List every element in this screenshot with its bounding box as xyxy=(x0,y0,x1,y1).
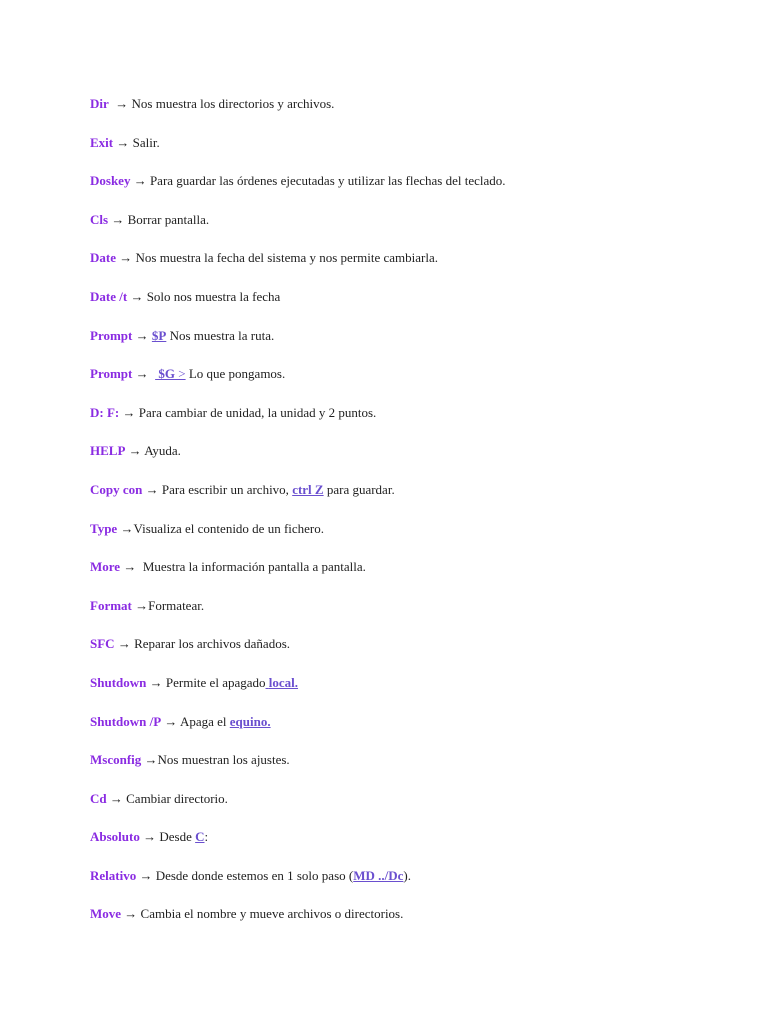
command-line xyxy=(90,210,710,229)
command-description: Lo que pongamos. xyxy=(188,366,286,382)
command-name: Dir xyxy=(90,96,109,111)
arrow-icon: → xyxy=(144,752,158,768)
command-description: Ayuda. xyxy=(144,443,181,459)
command-line xyxy=(90,673,710,692)
command-description: Para guardar las órdenes ejecutadas y utilizar las flechas del teclado. xyxy=(149,173,506,189)
command-name: Exit xyxy=(90,134,114,150)
arrow-icon: → xyxy=(135,366,149,382)
command-name: Shutdown xyxy=(90,674,147,690)
arrow-icon: → xyxy=(135,327,149,343)
command-name: Type xyxy=(90,520,118,536)
command-description: Nos muestran los ajustes. xyxy=(157,752,290,768)
command-name: HELP xyxy=(90,443,126,459)
document-body xyxy=(90,94,710,943)
command-keyword-link[interactable]: ctrl Z xyxy=(292,481,324,497)
command-line xyxy=(90,557,710,576)
command-description: Apaga el xyxy=(179,713,227,729)
command-description: Borrar pantalla. xyxy=(127,211,210,227)
command-line xyxy=(90,712,710,731)
command-line xyxy=(90,287,710,306)
arrow-icon: → xyxy=(111,211,125,227)
command-description: Salir. xyxy=(132,134,160,150)
command-description: Permite el apagado xyxy=(165,674,266,690)
arrow-icon: → xyxy=(116,134,130,150)
command-name: Shutdown /P xyxy=(90,713,162,729)
arrow-icon: → xyxy=(139,867,153,883)
command-description: Nos muestra la fecha del sistema y nos permite cambiarla. xyxy=(135,250,439,266)
command-keyword-link[interactable]: C xyxy=(195,829,205,845)
command-name: SFC xyxy=(90,636,115,652)
command-name: Date /t xyxy=(90,288,128,304)
command-description: Cambia el nombre y mueve archivos o directorios. xyxy=(140,906,404,922)
command-line xyxy=(90,248,710,267)
arrow-icon: → xyxy=(133,173,147,189)
command-line xyxy=(90,519,710,538)
command-description: Nos muestra los directorios y archivos. xyxy=(131,96,335,111)
command-keyword-text: local. xyxy=(268,674,299,690)
command-name: Doskey xyxy=(90,173,131,189)
command-keyword-link[interactable] xyxy=(266,675,299,690)
command-name: Prompt xyxy=(90,327,133,343)
command-keyword-link[interactable]: equino. xyxy=(229,713,271,729)
command-name: Format xyxy=(90,597,132,613)
command-description: Desde xyxy=(159,829,192,845)
arrow-icon: → xyxy=(149,674,163,690)
command-name: Prompt xyxy=(90,366,133,382)
command-line xyxy=(90,596,710,615)
command-description: Para escribir un archivo, xyxy=(161,481,289,497)
command-line xyxy=(90,827,710,846)
command-line xyxy=(90,904,710,923)
command-line xyxy=(90,789,710,808)
command-description: Nos muestra la ruta. xyxy=(169,327,275,343)
command-name: D: F: xyxy=(90,404,120,420)
arrow-icon: → xyxy=(128,443,142,459)
command-line xyxy=(90,94,710,113)
command-description-suffix: ). xyxy=(403,867,411,883)
command-name: Cd xyxy=(90,790,107,806)
arrow-icon: → xyxy=(109,790,123,806)
command-description: Solo nos muestra la fecha xyxy=(146,288,281,304)
arrow-icon: → xyxy=(122,404,136,420)
command-keyword-link[interactable]: $P xyxy=(151,327,167,343)
command-line xyxy=(90,866,710,885)
command-description: Formatear. xyxy=(148,597,205,613)
command-description: Cambiar directorio. xyxy=(126,790,228,806)
command-line xyxy=(90,326,710,345)
arrow-icon: → xyxy=(124,906,138,922)
command-name: Relativo xyxy=(90,867,137,883)
command-name: More xyxy=(90,559,121,575)
command-line xyxy=(90,634,710,653)
arrow-icon: → xyxy=(164,713,178,729)
command-name: Cls xyxy=(90,211,109,227)
arrow-icon: → xyxy=(117,636,131,652)
command-name: Copy con xyxy=(90,481,143,497)
command-description: Para cambiar de unidad, la unidad y 2 puntos. xyxy=(138,404,377,420)
command-description: Desde donde estemos en 1 solo paso ( xyxy=(155,867,354,883)
command-name: Msconfig xyxy=(90,752,142,768)
arrow-icon: → xyxy=(130,288,144,304)
arrow-icon: → xyxy=(123,559,137,575)
command-line xyxy=(90,364,710,383)
command-line xyxy=(90,750,710,769)
command-name: Date xyxy=(90,250,116,266)
arrow-icon: → xyxy=(115,96,129,111)
command-keyword-link[interactable]: MD ../Dc xyxy=(353,867,404,883)
command-description-suffix: para guardar. xyxy=(326,481,395,497)
command-line xyxy=(90,441,710,460)
arrow-icon: → xyxy=(135,597,149,613)
command-description: Visualiza el contenido de un fichero. xyxy=(133,520,325,536)
command-line xyxy=(90,133,710,152)
command-description-suffix: : xyxy=(204,829,209,845)
command-line xyxy=(90,403,710,422)
command-name: Absoluto xyxy=(90,829,140,845)
arrow-icon: → xyxy=(120,520,134,536)
command-line xyxy=(90,171,710,190)
command-description: Reparar los archivos dañados. xyxy=(134,636,291,652)
command-keyword-bold: $G xyxy=(155,366,175,382)
arrow-icon: → xyxy=(145,481,159,497)
arrow-icon: → xyxy=(143,829,157,845)
command-description: Muestra la información pantalla a pantalla. xyxy=(142,559,366,575)
arrow-icon: → xyxy=(119,250,133,266)
command-keyword-link[interactable]: $G > xyxy=(155,366,186,382)
command-name: Move xyxy=(90,906,122,922)
command-line xyxy=(90,480,710,499)
